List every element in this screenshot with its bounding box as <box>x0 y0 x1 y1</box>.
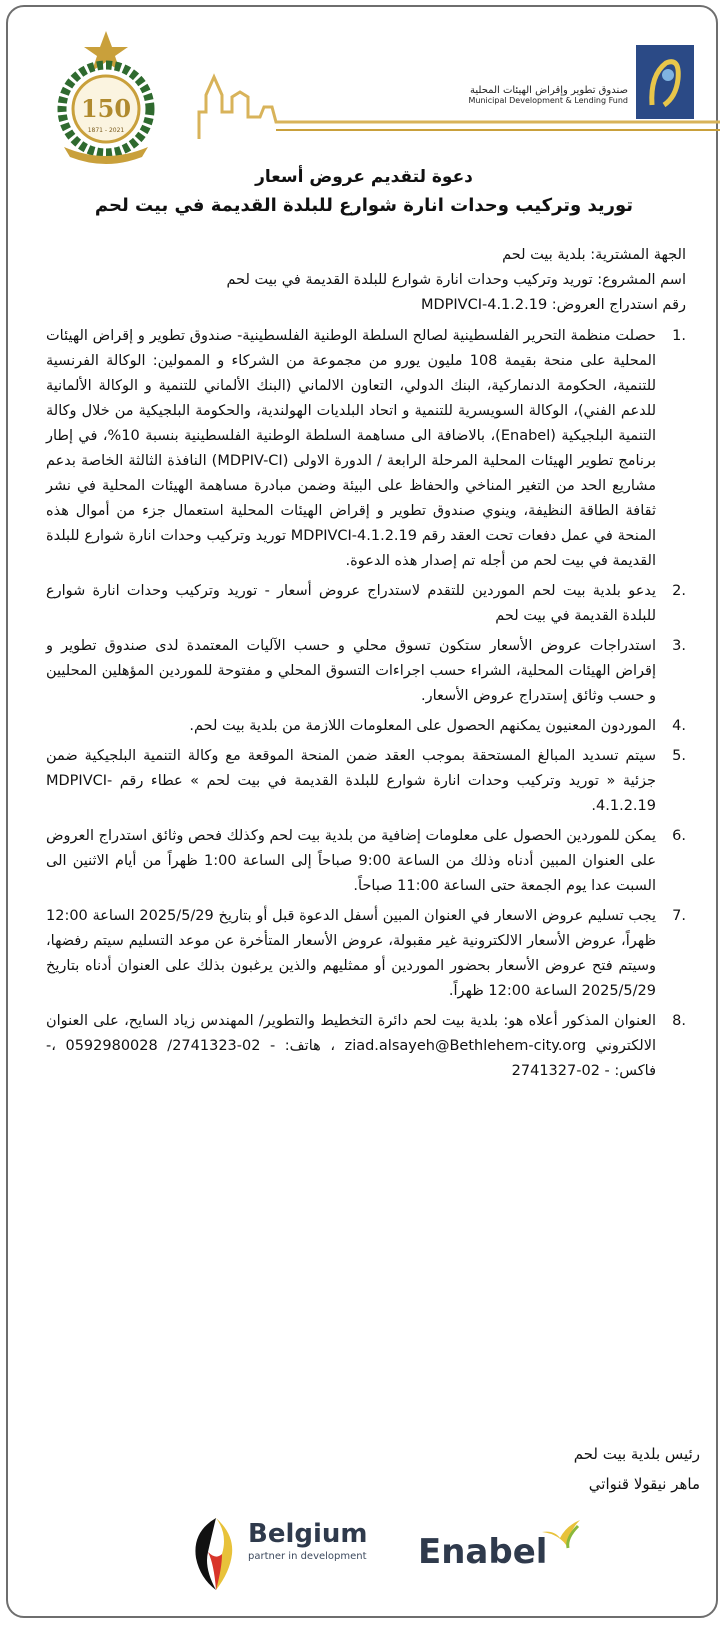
list-item <box>46 904 686 1004</box>
item-text: العنوان المذكور أعلاه هو: بلدية بيت لحم دائرة التخطيط والتطوير/ المهندس زياد السايح، على العنوان الالكتروني ziad.alsayeh@Bethlehem-city.org ، هاتف: - 02-2741323/ 0592980028 ،- فاكس: - 02-2741327 <box>46 1013 656 1079</box>
reference-line: رقم استدراج العروض: MDPIVCI-4.1.2.19 <box>420 297 686 313</box>
item-text: سيتم تسديد المبالغ المستحقة بموجب العقد ضمن المنحة الموقعة مع وكالة التنمية البلجيكية ضمن جزئية « توريد وتركيب وحدات انارة شوارع للبلدة القديمة في بيت لحم » عطاء رقم MDPIVCI-4.1.2.19. <box>46 748 656 814</box>
item-text: حصلت منظمة التحرير الفلسطينية لصالح السلطة الوطنية الفلسطينية- صندوق تطوير و إقراض الهيئات المحلية على منحة بقيمة 108 مليون يورو من مجموعة من الشركاء و الممولين: الوكالة الفرنسية للتنمية، الحكومة الدنماركية، البنك الدولي، التعاون الالماني (البنك الألماني للتنمية و الوكالة الألمانية للدعم الفني)، الوكالة السويسرية للتنمية و اتحاد البلديات الهولندية، والحكومة البلجيكية من خلال وكالة التنمية البلجيكية (Enabel)، بالاضافة الى مساهمة السلطة الوطنية الفلسطينية بنسبة 10%، في إطار برنامج تطوير الهيئات المحلية المرحلة الرابعة / الدورة الاولى (MDPIV-CI) النافذة الثالثة الخاصة بدعم مشاريع الحد من التغير المناخي والحفاظ على البيئة وضمن مبادرة مساهمة الهيئات المحلية في نشر ثقافة الطاقة النظيفة، وينوي صندوق تطوير و إقراض الهيئات المحلية استعمال جزء من أموال هذه المنحة في عمل دفعات تحت العقد رقم MDPIVCI-4.1.2.19 توريد وتركيب وحدات انارة شوارع للبلدة القديمة في بيت لحم من أجله تم إصدار هذه الدعوة. <box>46 328 656 569</box>
list-item <box>46 1009 686 1084</box>
item-number: .1 <box>672 328 686 344</box>
item-text: يدعو بلدية بيت لحم الموردين للتقدم لاستدراج عروض أسعار - توريد وتركيب وحدات انارة شوارع للبلدة القديمة في بيت لحم <box>46 583 656 624</box>
list-item <box>46 324 686 574</box>
item-number: .7 <box>672 908 686 924</box>
terms-list <box>46 324 686 1084</box>
belgium-wordmark: Belgium <box>248 1519 368 1549</box>
page-subtitle: توريد وتركيب وحدات انارة شوارع للبلدة القديمة في بيت لحم <box>94 195 634 216</box>
mayor-name: ماهر نيقولا قنواتي <box>588 1475 700 1493</box>
belgium-tagline: partner in development <box>248 1551 367 1562</box>
page-title: دعوة لتقديم عروض أسعار <box>255 167 473 187</box>
fund-name-ar: صندوق تطوير وإقراض الهيئات المحلية <box>470 85 628 96</box>
item-number: .4 <box>672 718 686 734</box>
document-body <box>46 243 686 1089</box>
enabel-wordmark: Enabel <box>418 1532 548 1572</box>
buyer-line: الجهة المشترية: بلدية بيت لحم <box>502 247 686 263</box>
project-line: اسم المشروع: توريد وتركيب وحدات انارة شوارع للبلدة القديمة في بيت لحم <box>226 272 686 288</box>
fund-name-en: Municipal Development & Lending Fund <box>468 96 628 105</box>
item-text: يمكن للموردين الحصول على معلومات إضافية من بلدية بيت لحم وكذلك فحص وثائق استدراج العروض على العنوان المبين أدناه وذلك من الساعة 9:00 صباحاً إلى الساعة 1:00 ظهراً من أيام الاثنين الى السبت عدا يوم الجمعة حتى الساعة 11:00 صباحاً. <box>46 828 656 894</box>
seal-number: 150 <box>80 94 132 123</box>
list-item <box>46 579 686 629</box>
item-number: .2 <box>672 583 686 599</box>
list-item <box>46 824 686 899</box>
enabel-star-icon <box>538 1512 584 1552</box>
item-text: يجب تسليم عروض الاسعار في العنوان المبين أسفل الدعوة قبل أو بتاريخ 2025/5/29 الساعة 12:00 ظهراً، عروض الأسعار الالكترونية غير مقبولة، عروض الأسعار المتأخرة عن موعد التسليم سيتم رفضها، وسيتم فتح عروض الأسعار بحضور الموردين أو ممثليهم والذين يرغبون بذلك على العنوان أدناه بتاريخ 2025/5/29 الساعة 12:00 ظهراً. <box>46 908 656 999</box>
fund-logo-icon <box>636 45 694 119</box>
signature-block <box>8 1439 700 1499</box>
item-text: الموردون المعنيون يمكنهم الحصول على المعلومات اللازمة من بلدية بيت لحم. <box>189 718 656 734</box>
list-item <box>46 714 686 739</box>
item-number: .8 <box>672 1013 686 1029</box>
seal-years: 1871 - 2021 <box>87 127 125 134</box>
item-number: .5 <box>672 748 686 764</box>
list-item <box>46 744 686 819</box>
fund-name <box>348 85 628 105</box>
item-number: .3 <box>672 638 686 654</box>
item-text: استدراجات عروض الأسعار ستكون تسوق محلي و حسب الآليات المعتمدة لدى صندوق تطوير و إقراض الهيئات المحلية، الشراء حسب اجراءات التسوق المحلي و مفتوحة للموردين المؤهلين المحليين و حسب وثائق إستدراج عروض الأسعار. <box>46 638 656 704</box>
title-block <box>8 167 720 216</box>
page-frame <box>6 5 718 1618</box>
mayor-title: رئيس بلدية بيت لحم <box>573 1445 700 1463</box>
belgium-logo <box>248 1519 408 1562</box>
list-item <box>46 634 686 709</box>
anniversary-seal-icon <box>46 29 166 169</box>
belgium-flag-mark-icon <box>186 1514 238 1594</box>
item-number: .6 <box>672 828 686 844</box>
header <box>8 7 720 167</box>
